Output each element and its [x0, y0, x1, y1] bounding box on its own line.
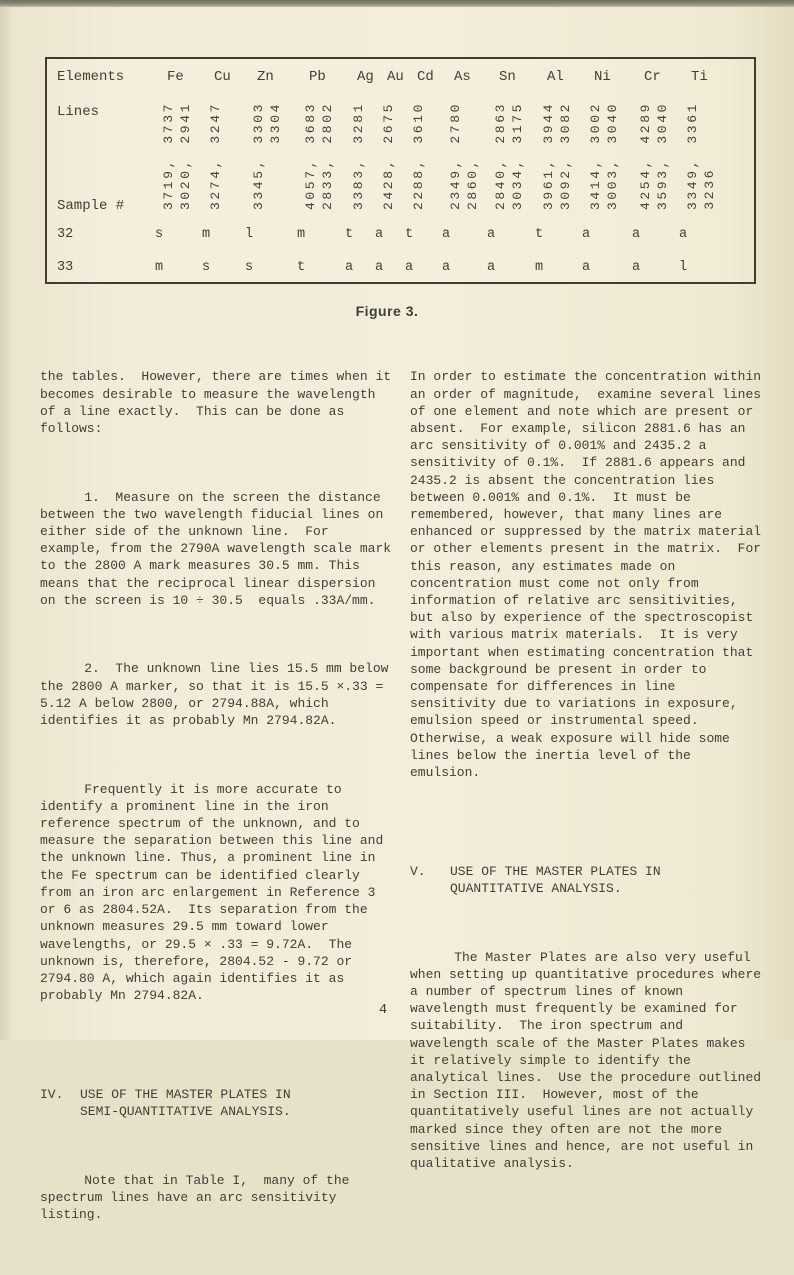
sample-value: a: [487, 227, 496, 243]
sample-value: a: [487, 260, 496, 276]
element-symbol-ni: Ni: [594, 69, 611, 85]
wavelength-number: 2840,: [493, 157, 508, 210]
sample-value: m: [535, 260, 544, 276]
lines-cell-as: [448, 94, 493, 210]
sample-row-33: [57, 254, 750, 282]
wavelength-group-upper: [252, 94, 303, 144]
sample-value: a: [375, 260, 384, 276]
figure-caption: Figure 3.: [355, 303, 419, 319]
heading-text: [80, 1086, 360, 1120]
wavelength-group-upper: [449, 94, 493, 144]
lines-cell-ag: [351, 94, 381, 210]
sample-value: a: [375, 227, 384, 243]
element-symbol-pb: Pb: [309, 69, 326, 85]
sample-value: t: [345, 227, 354, 243]
element-symbol-as: As: [454, 69, 471, 85]
wavelength-number: 3303: [251, 102, 266, 144]
paragraph: The Master Plates are also very useful when setting up quantitative procedures where a number of spectrum lines of known wavelength must frequently be examined for suitability. The iron spectrum and wavelength scale of the Master Plates makes it relatively simple to identify the analytical lines. Use the procedure outlined in Section III. However, most of the quantitatively useful lines are not actually marked since they often are not the more sensitive lines and hence, are not useful in qualitative analysis.: [410, 949, 769, 1171]
wavelength-number: 2941: [178, 102, 193, 144]
sample-row-32: [57, 225, 750, 254]
wavelength-number: 3383,: [351, 157, 366, 210]
wavelength-number: 3961,: [541, 157, 556, 210]
wavelength-group-upper: [209, 94, 251, 144]
wavelength-number: 3236: [702, 168, 717, 210]
wavelength-number: 3737: [161, 102, 176, 144]
wavelength-number: 3175: [510, 102, 525, 144]
paragraph: 2. The unknown line lies 15.5 mm below the 2800 A marker, so that it is 15.5 ×.33 = 5.12 A below 2800, or 2794.88A, which identifies it as probably Mn 2794.82A.: [40, 661, 397, 729]
sample-value: a: [679, 227, 688, 243]
sample-value: a: [632, 260, 641, 276]
wavelength-number: 2288,: [411, 157, 426, 210]
figure-3-table: [45, 57, 756, 284]
sample-value: a: [345, 260, 354, 276]
lines-cell-al: [541, 94, 588, 210]
wavelength-number: 2833,: [320, 157, 335, 210]
wavelength-group-upper: [352, 94, 381, 144]
element-symbol-cd: Cd: [417, 69, 434, 85]
wavelength-number: 3040: [605, 102, 620, 144]
element-symbol-al: Al: [547, 69, 564, 85]
lines-cell-au: [381, 94, 411, 210]
lines-row-label: Lines: [57, 103, 100, 120]
wavelength-number: 4289: [638, 102, 653, 144]
heading-line-1: USE OF THE MASTER PLATES IN: [80, 1086, 291, 1102]
wavelength-group-upper: [304, 94, 351, 144]
paragraph: the tables. However, there are times when it becomes desirable to measure the wavelength of a line exactly. This can be done as follows:: [40, 369, 399, 437]
sample-value: s: [155, 227, 164, 243]
section-heading-v: [410, 863, 767, 897]
wavelength-number: 3002: [588, 102, 603, 144]
left-column: [40, 334, 397, 1275]
wavelength-number: 3003,: [605, 157, 620, 210]
sample-value: t: [535, 227, 544, 243]
heading-line-1: USE OF THE MASTER PLATES IN: [450, 863, 661, 879]
element-symbol-cu: Cu: [214, 69, 231, 85]
element-symbol-sn: Sn: [499, 69, 516, 85]
heading-marker: V.: [410, 863, 426, 879]
wavelength-group-upper: [162, 94, 208, 144]
sample-value: a: [442, 260, 451, 276]
element-symbol-fe: Fe: [167, 69, 184, 85]
sample-value: m: [155, 260, 164, 276]
sample-id: 32: [57, 227, 74, 243]
heading-line-2: SEMI-QUANTITATIVE ANALYSIS.: [80, 1103, 291, 1119]
sample-value: l: [245, 227, 254, 243]
wavelength-group-upper: [589, 94, 638, 144]
wavelength-number: 2863: [493, 102, 508, 144]
wavelength-number: 3944: [541, 102, 556, 144]
section-heading-iv: [40, 1086, 397, 1120]
heading-text: [450, 863, 730, 897]
wavelength-group-upper: [542, 94, 588, 144]
sample-id: 33: [57, 260, 74, 276]
wavelength-group-upper: [639, 94, 685, 144]
sample-value: m: [297, 227, 306, 243]
wavelength-number: 2802: [320, 102, 335, 144]
element-symbol-cr: Cr: [644, 69, 661, 85]
wavelength-number: 2780: [448, 102, 463, 144]
wavelength-number: 3593,: [655, 157, 670, 210]
lines-cell-fe: [161, 94, 208, 210]
sample-value: a: [442, 227, 451, 243]
element-symbol-zn: Zn: [257, 69, 274, 85]
sample-value: a: [582, 260, 591, 276]
paragraph: Note that in Table I, many of the spectrum lines have an arc sensitivity listing.: [40, 1172, 358, 1222]
lines-cell-sn: [493, 94, 541, 210]
wavelength-number: 2675: [381, 102, 396, 144]
wavelength-number: 3281: [351, 102, 366, 144]
wavelength-number: 3092,: [558, 157, 573, 210]
wavelength-number: 3247: [208, 102, 223, 144]
elements-row-label: Elements: [57, 69, 125, 85]
paragraph: 1. Measure on the screen the distance between the two wavelength fiducial lines on either side of the unknown line. For example, from the 2790A wavelength scale mark to the 2800 A mark measures 30.5 mm. This means that the reciprocal linear dispersion on the screen is 10 ÷ 30.5 equals .33A/mm.: [40, 489, 399, 608]
lines-cell-cd: [411, 94, 448, 210]
lines-cell-pb: [303, 94, 351, 210]
heading-line-2: QUANTITATIVE ANALYSIS.: [450, 880, 622, 896]
wavelength-number: 3414,: [588, 157, 603, 210]
element-symbol-ti: Ti: [691, 69, 708, 85]
lines-cell-ni: [588, 94, 638, 210]
lines-cell-cr: [638, 94, 685, 210]
wavelength-number: 2860,: [465, 157, 480, 210]
page-top-edge-shadow: [0, 0, 794, 7]
wavelength-group-upper: [412, 94, 448, 144]
sample-value: s: [245, 260, 254, 276]
page-number: 4: [378, 1003, 388, 1018]
wavelength-number: 3349,: [685, 157, 700, 210]
wavelength-number: 3274,: [208, 157, 223, 210]
sample-value: m: [202, 227, 211, 243]
element-symbol-au: Au: [387, 69, 404, 85]
wavelength-number: 2349,: [448, 157, 463, 210]
sample-value: l: [679, 260, 688, 276]
wavelength-number: 3361: [685, 102, 700, 144]
lines-cell-ti: [685, 94, 729, 210]
sample-value: s: [202, 260, 211, 276]
wavelength-group-upper: [494, 94, 541, 144]
sample-value: t: [405, 227, 414, 243]
paragraph: In order to estimate the concentration within an order of magnitude, examine several lines of one element and note which are present or absent. For example, silicon 2881.6 has an arc sensitivity of 0.001% and 2435.2 a sensitivity of 0.1%. If 2881.6 appears and 2435.2 is absent the concentration lies between 0.001% and 0.1%. It must be remembered, however, that many lines are enhanced or suppressed by the matrix material or other elements present in the matrix. For this reason, any estimates made on concentration must come not only from information of relative arc sensitivities, but also by experience of the spectroscopist with various matrix materials. It is very important when estimating concentration that some background be present in order to compensate for differences in line sensitivity due to variations in exposure, emulsion speed or instrumental speed. Otherwise, a weak exposure will hide some lines below the inertia level of the emulsion.: [410, 369, 769, 781]
text-columns: [40, 334, 767, 1275]
wavelength-number: 3304: [268, 102, 283, 144]
wavelength-number: 4057,: [303, 157, 318, 210]
lines-cell-cu: [208, 94, 251, 210]
wavelength-number: 3034,: [510, 157, 525, 210]
table-row-elements: [57, 65, 750, 94]
element-symbol-ag: Ag: [357, 69, 374, 85]
lines-cell-zn: [251, 94, 303, 210]
wavelength-number: 3040: [655, 102, 670, 144]
wavelength-number: 4254,: [638, 157, 653, 210]
wavelength-number: 3610: [411, 102, 426, 144]
wavelength-number: 3683: [303, 102, 318, 144]
sample-value: a: [582, 227, 591, 243]
paragraph: Frequently it is more accurate to identify a prominent line in the iron reference spectrum of the unknown, and to measure the separation between this line and the unknown line. Thus, a prominent line in the Fe spectrum can be identified clearly from an iron arc enlargement in Reference 3 or 6 as 2804.52A. Its separation from the unknown measures 29.5 mm toward lower wavelengths, or 29.5 × .33 = 9.72A. The unknown is, therefore, 2804.52 - 9.72 or 2794.80 A, which again identifies it as probably Mn 2794.82A.: [40, 781, 392, 1004]
sample-value: a: [632, 227, 641, 243]
heading-marker: IV.: [40, 1086, 64, 1102]
wavelength-group-upper: [382, 94, 411, 144]
sample-value: t: [297, 260, 306, 276]
sample-row-label: Sample #: [57, 197, 125, 214]
right-column: [410, 334, 767, 1275]
wavelength-number: 3719,: [161, 157, 176, 210]
wavelength-number: 3020,: [178, 157, 193, 210]
sample-value: a: [405, 260, 414, 276]
wavelength-group-upper: [686, 94, 729, 144]
wavelength-number: 3345,: [251, 157, 266, 210]
wavelength-number: 3082: [558, 102, 573, 144]
wavelength-number: 2428,: [381, 157, 396, 210]
